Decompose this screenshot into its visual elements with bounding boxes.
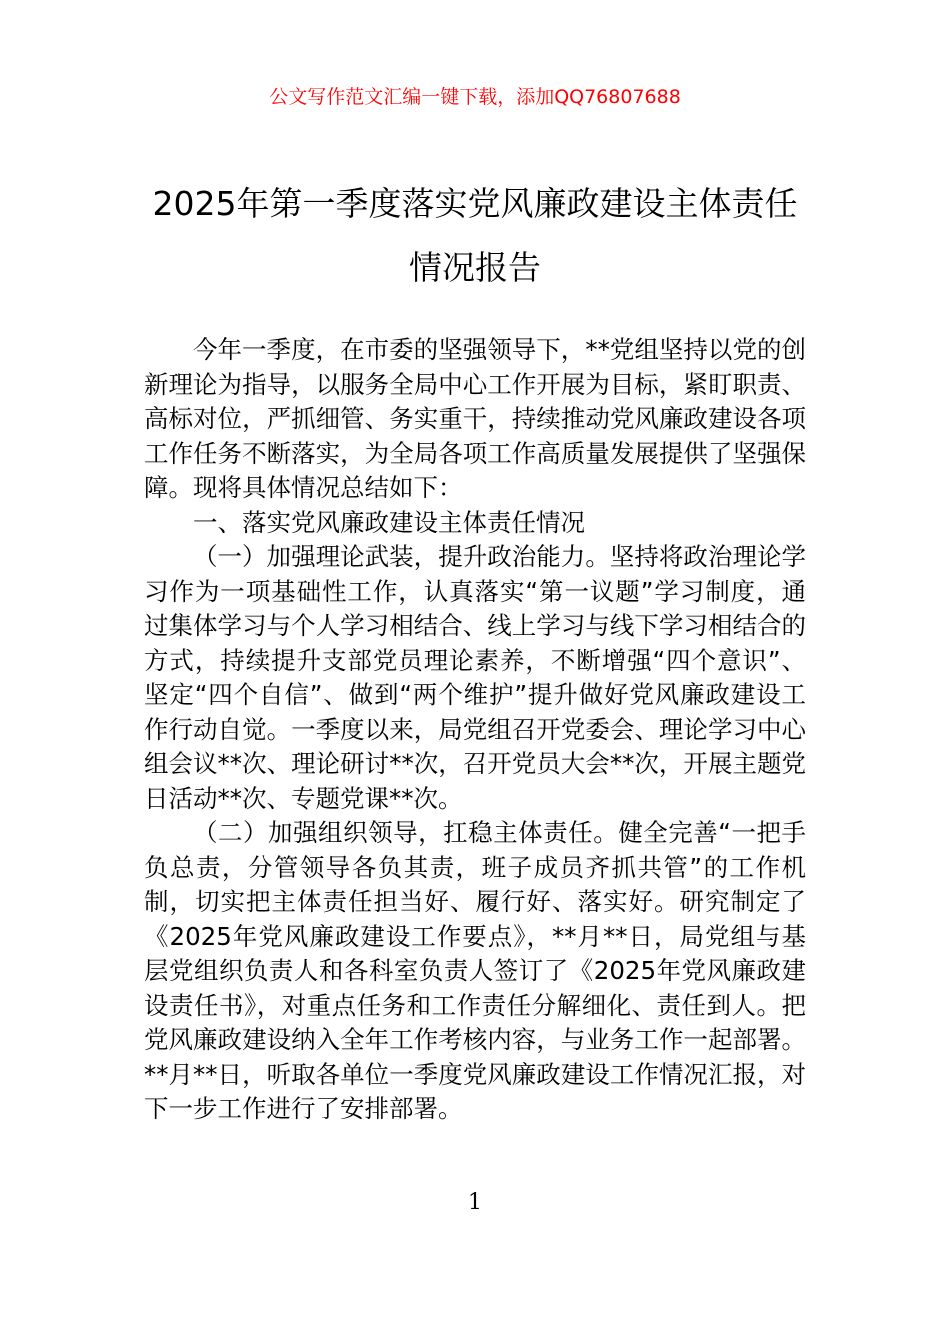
intro-paragraph: 今年一季度，在市委的坚强领导下，**党组坚持以党的创新理论为指导，以服务全局中心工作开展为目标，紧盯职责、高标对位，严抓细管、务实重干，持续推动党风廉政建设各项工作任务不断落实，为全局各项工作高质量发展提供了坚强保障。现将具体情况总结如下：	[144, 335, 806, 502]
section-heading: 一、落实党风廉政建设主体责任情况	[193, 507, 585, 537]
watermark-text: 公文写作范文汇编一键下载，添加QQ76807688	[269, 86, 681, 108]
document-title: 2025年第一季度落实党风廉政建设主体责任情况报告	[152, 184, 798, 287]
document-body	[144, 333, 806, 1127]
body-paragraph: （一）加强理论武装，提升政治能力。坚持将政治理论学习作为一项基础性工作，认真落实“第一议题”学习制度，通过集体学习与个人学习相结合、线上学习与线下学习相结合的方式，持续提升支部党员理论素养，不断增强“四个意识”、坚定“四个自信”、做到“两个维护”提升做好党风廉政建设工作行动自觉。一季度以来，局党组召开党委会、理论学习中心组会议**次、理论研讨**次，召开党员大会**次，开展主题党日活动**次、专题党课**次。	[144, 542, 806, 813]
body-paragraph: （二）加强组织领导，扛稳主体责任。健全完善“一把手负总责，分管领导各负其责，班子成员齐抓共管”的工作机制，切实把主体责任担当好、履行好、落实好。研究制定了《2025年党风廉政建设工作要点》，**月**日，局党组与基层党组织负责人和各科室负责人签订了《2025年党风廉政建设责任书》，对重点任务和工作责任分解细化、责任到人。把党风廉政建设纳入全年工作考核内容，与业务工作一起部署。**月**日，听取各单位一季度党风廉政建设工作情况汇报，对下一步工作进行了安排部署。	[144, 818, 806, 1123]
page-number: 1	[468, 1190, 482, 1215]
